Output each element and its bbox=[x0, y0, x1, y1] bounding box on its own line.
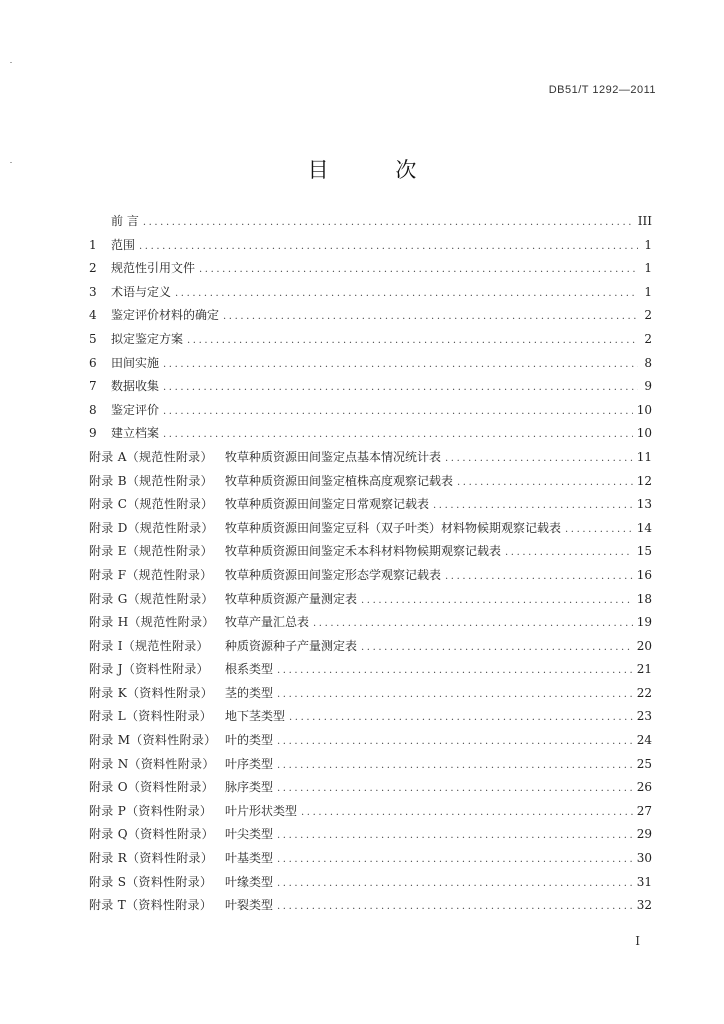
appendix-page: 20 bbox=[636, 638, 652, 653]
toc-entry-title: 术语与定义 bbox=[111, 284, 172, 299]
table-of-contents bbox=[89, 210, 652, 918]
dot-leader bbox=[313, 612, 633, 636]
appendix-title: 牧草产量汇总表 bbox=[225, 615, 310, 630]
dot-leader bbox=[457, 471, 633, 495]
appendix-designation: 附录 J（资料性附录） bbox=[89, 662, 209, 677]
appendix-designation: 附录 C（规范性附录） bbox=[89, 497, 214, 512]
appendix-entry[interactable] bbox=[89, 871, 652, 895]
dot-leader bbox=[139, 235, 638, 259]
appendix-entry[interactable] bbox=[89, 493, 652, 517]
appendix-entry[interactable] bbox=[89, 517, 652, 541]
appendix-designation: 附录 E（规范性附录） bbox=[89, 544, 213, 559]
appendix-page: 19 bbox=[636, 615, 652, 630]
dot-leader bbox=[301, 801, 633, 825]
toc-entry-number: 2 bbox=[89, 261, 97, 276]
dot-leader bbox=[187, 329, 638, 353]
dot-leader bbox=[277, 683, 633, 707]
appendix-designation: 附录 H（规范性附录） bbox=[89, 615, 215, 630]
appendix-page: 16 bbox=[636, 567, 652, 582]
appendix-title: 牧草种质资源产量测定表 bbox=[225, 591, 358, 606]
appendix-entry[interactable] bbox=[89, 611, 652, 635]
appendix-designation: 附录 S（资料性附录） bbox=[89, 874, 213, 889]
dot-leader bbox=[433, 494, 633, 518]
appendix-title: 叶片形状类型 bbox=[225, 803, 298, 818]
dot-leader bbox=[143, 211, 634, 235]
appendix-page: 24 bbox=[636, 733, 652, 748]
dot-leader bbox=[163, 423, 633, 447]
appendix-page: 31 bbox=[636, 874, 652, 889]
scan-artifact bbox=[10, 62, 12, 63]
appendix-entry[interactable] bbox=[89, 658, 652, 682]
page-number: I bbox=[635, 934, 640, 948]
appendix-page: 23 bbox=[636, 709, 652, 724]
toc-entry[interactable] bbox=[89, 304, 652, 328]
appendix-title: 地下茎类型 bbox=[225, 709, 286, 724]
toc-entry-page: 10 bbox=[636, 426, 652, 441]
appendix-title: 牧草种质资源田间鉴定点基本情况统计表 bbox=[225, 449, 442, 464]
appendix-title: 叶裂类型 bbox=[225, 898, 274, 913]
toc-entry-number: 4 bbox=[89, 308, 97, 323]
toc-entry-page: 1 bbox=[644, 284, 652, 299]
toc-entry-title: 前 言 bbox=[111, 214, 139, 228]
appendix-designation: 附录 A（规范性附录） bbox=[89, 449, 213, 464]
appendix-entry[interactable] bbox=[89, 776, 652, 800]
appendix-designation: 附录 L（资料性附录） bbox=[89, 709, 213, 724]
dot-leader bbox=[277, 777, 633, 801]
toc-entry-number: 1 bbox=[89, 237, 97, 252]
toc-entry[interactable] bbox=[89, 210, 652, 234]
dot-leader bbox=[277, 895, 633, 919]
dot-leader bbox=[163, 353, 638, 377]
dot-leader bbox=[277, 872, 633, 896]
appendix-title: 牧草种质资源田间鉴定禾本科材料物候期观察记载表 bbox=[225, 544, 502, 559]
dot-leader bbox=[289, 706, 633, 730]
appendix-entry[interactable] bbox=[89, 705, 652, 729]
appendix-title: 牧草种质资源田间鉴定形态学观察记载表 bbox=[225, 567, 442, 582]
appendix-page: 12 bbox=[636, 473, 652, 488]
toc-entry[interactable] bbox=[89, 422, 652, 446]
appendix-title: 茎的类型 bbox=[225, 685, 274, 700]
toc-entry[interactable] bbox=[89, 375, 652, 399]
appendix-entry[interactable] bbox=[89, 635, 652, 659]
toc-entry-title: 数据收集 bbox=[111, 379, 160, 394]
appendix-designation: 附录 T（资料性附录） bbox=[89, 898, 213, 913]
toc-entry-page: 9 bbox=[644, 379, 652, 394]
toc-entry-title: 范围 bbox=[111, 237, 136, 252]
appendix-title: 叶序类型 bbox=[225, 756, 274, 771]
appendix-page: 25 bbox=[636, 756, 652, 771]
dot-leader bbox=[277, 848, 633, 872]
toc-entry[interactable] bbox=[89, 257, 652, 281]
appendix-entry[interactable] bbox=[89, 588, 652, 612]
appendix-entry[interactable] bbox=[89, 564, 652, 588]
toc-entry-page: 8 bbox=[644, 355, 652, 370]
dot-leader bbox=[445, 447, 633, 471]
appendix-page: 14 bbox=[636, 520, 652, 535]
appendix-entry[interactable] bbox=[89, 823, 652, 847]
appendix-page: 21 bbox=[636, 662, 652, 677]
appendix-page: 18 bbox=[636, 591, 652, 606]
appendix-title: 叶尖类型 bbox=[225, 827, 274, 842]
toc-entry[interactable] bbox=[89, 399, 652, 423]
appendix-page: 32 bbox=[636, 898, 652, 913]
dot-leader bbox=[361, 589, 633, 613]
dot-leader bbox=[277, 754, 633, 778]
toc-entry-title: 建立档案 bbox=[111, 426, 160, 441]
appendix-designation: 附录 G（规范性附录） bbox=[89, 591, 214, 606]
appendix-title: 叶缘类型 bbox=[225, 874, 274, 889]
toc-entry-number: 5 bbox=[89, 331, 97, 346]
toc-entry-number: 6 bbox=[89, 355, 97, 370]
appendix-title: 牧草种质资源田间鉴定豆科（双子叶类）材料物候期观察记载表 bbox=[225, 520, 562, 535]
appendix-page: 30 bbox=[636, 851, 652, 866]
appendix-title: 牧草种质资源田间鉴定日常观察记载表 bbox=[225, 497, 430, 512]
dot-leader bbox=[277, 659, 633, 683]
appendix-entry[interactable] bbox=[89, 446, 652, 470]
appendix-title: 叶的类型 bbox=[225, 733, 274, 748]
toc-entry-number: 3 bbox=[89, 284, 97, 299]
appendix-page: 26 bbox=[636, 780, 652, 795]
appendix-designation: 附录 P（资料性附录） bbox=[89, 803, 213, 818]
dot-leader bbox=[505, 541, 633, 565]
appendix-designation: 附录 O（资料性附录） bbox=[89, 780, 214, 795]
dot-leader bbox=[163, 376, 638, 400]
dot-leader bbox=[199, 258, 638, 282]
appendix-title: 根系类型 bbox=[225, 662, 274, 677]
appendix-entry[interactable] bbox=[89, 894, 652, 918]
toc-entry-page: 1 bbox=[644, 261, 652, 276]
appendix-designation: 附录 K（资料性附录） bbox=[89, 685, 214, 700]
toc-entry-number: 7 bbox=[89, 379, 97, 394]
dot-leader bbox=[175, 282, 638, 306]
appendix-designation: 附录 D（规范性附录） bbox=[89, 520, 214, 535]
toc-entry[interactable] bbox=[89, 352, 652, 376]
appendix-entry[interactable] bbox=[89, 540, 652, 564]
toc-entry-page: 2 bbox=[644, 308, 652, 323]
appendix-title: 牧草种质资源田间鉴定植株高度观察记载表 bbox=[225, 473, 454, 488]
toc-entry-title: 鉴定评价 bbox=[111, 402, 160, 417]
dot-leader bbox=[565, 518, 633, 542]
dot-leader bbox=[277, 824, 633, 848]
dot-leader bbox=[277, 730, 633, 754]
toc-entry-title: 规范性引用文件 bbox=[111, 261, 196, 276]
appendix-title: 种质资源种子产量测定表 bbox=[225, 638, 358, 653]
toc-entry[interactable] bbox=[89, 328, 652, 352]
toc-entry-number: 8 bbox=[89, 402, 97, 417]
appendix-entry[interactable] bbox=[89, 847, 652, 871]
toc-entry-page: 2 bbox=[644, 331, 652, 346]
dot-leader bbox=[361, 636, 633, 660]
appendix-designation: 附录 Q（资料性附录） bbox=[89, 827, 214, 842]
appendix-entry[interactable] bbox=[89, 682, 652, 706]
appendix-entry[interactable] bbox=[89, 800, 652, 824]
appendix-page: 22 bbox=[636, 685, 652, 700]
appendix-page: 15 bbox=[636, 544, 652, 559]
appendix-page: 29 bbox=[636, 827, 652, 842]
appendix-designation: 附录 M（资料性附录） bbox=[89, 733, 217, 748]
toc-entry[interactable] bbox=[89, 281, 652, 305]
appendix-entry[interactable] bbox=[89, 470, 652, 494]
appendix-entry[interactable] bbox=[89, 753, 652, 777]
toc-entry[interactable] bbox=[89, 234, 652, 258]
appendix-designation: 附录 R（资料性附录） bbox=[89, 851, 214, 866]
toc-entry-title: 鉴定评价材料的确定 bbox=[111, 308, 220, 323]
appendix-designation: 附录 F（规范性附录） bbox=[89, 567, 213, 582]
standard-code: DB51/T 1292—2011 bbox=[548, 84, 656, 96]
appendix-title: 叶基类型 bbox=[225, 851, 274, 866]
dot-leader bbox=[223, 305, 638, 329]
appendix-designation: 附录 N（资料性附录） bbox=[89, 756, 215, 771]
toc-entry-page: III bbox=[637, 214, 652, 228]
appendix-page: 11 bbox=[636, 449, 652, 464]
appendix-page: 27 bbox=[636, 803, 652, 818]
appendix-page: 13 bbox=[636, 497, 652, 512]
toc-entry-number: 9 bbox=[89, 426, 97, 441]
page-title: 目 次 bbox=[307, 158, 447, 182]
toc-entry-title: 田间实施 bbox=[111, 355, 160, 370]
toc-entry-page: 10 bbox=[636, 402, 652, 417]
appendix-designation: 附录 B（规范性附录） bbox=[89, 473, 213, 488]
appendix-designation: 附录 I（规范性附录） bbox=[89, 638, 209, 653]
dot-leader bbox=[445, 565, 633, 589]
dot-leader bbox=[163, 400, 633, 424]
appendix-entry[interactable] bbox=[89, 729, 652, 753]
appendix-title: 脉序类型 bbox=[225, 780, 274, 795]
toc-entry-title: 拟定鉴定方案 bbox=[111, 331, 184, 346]
toc-entry-page: 1 bbox=[644, 237, 652, 252]
